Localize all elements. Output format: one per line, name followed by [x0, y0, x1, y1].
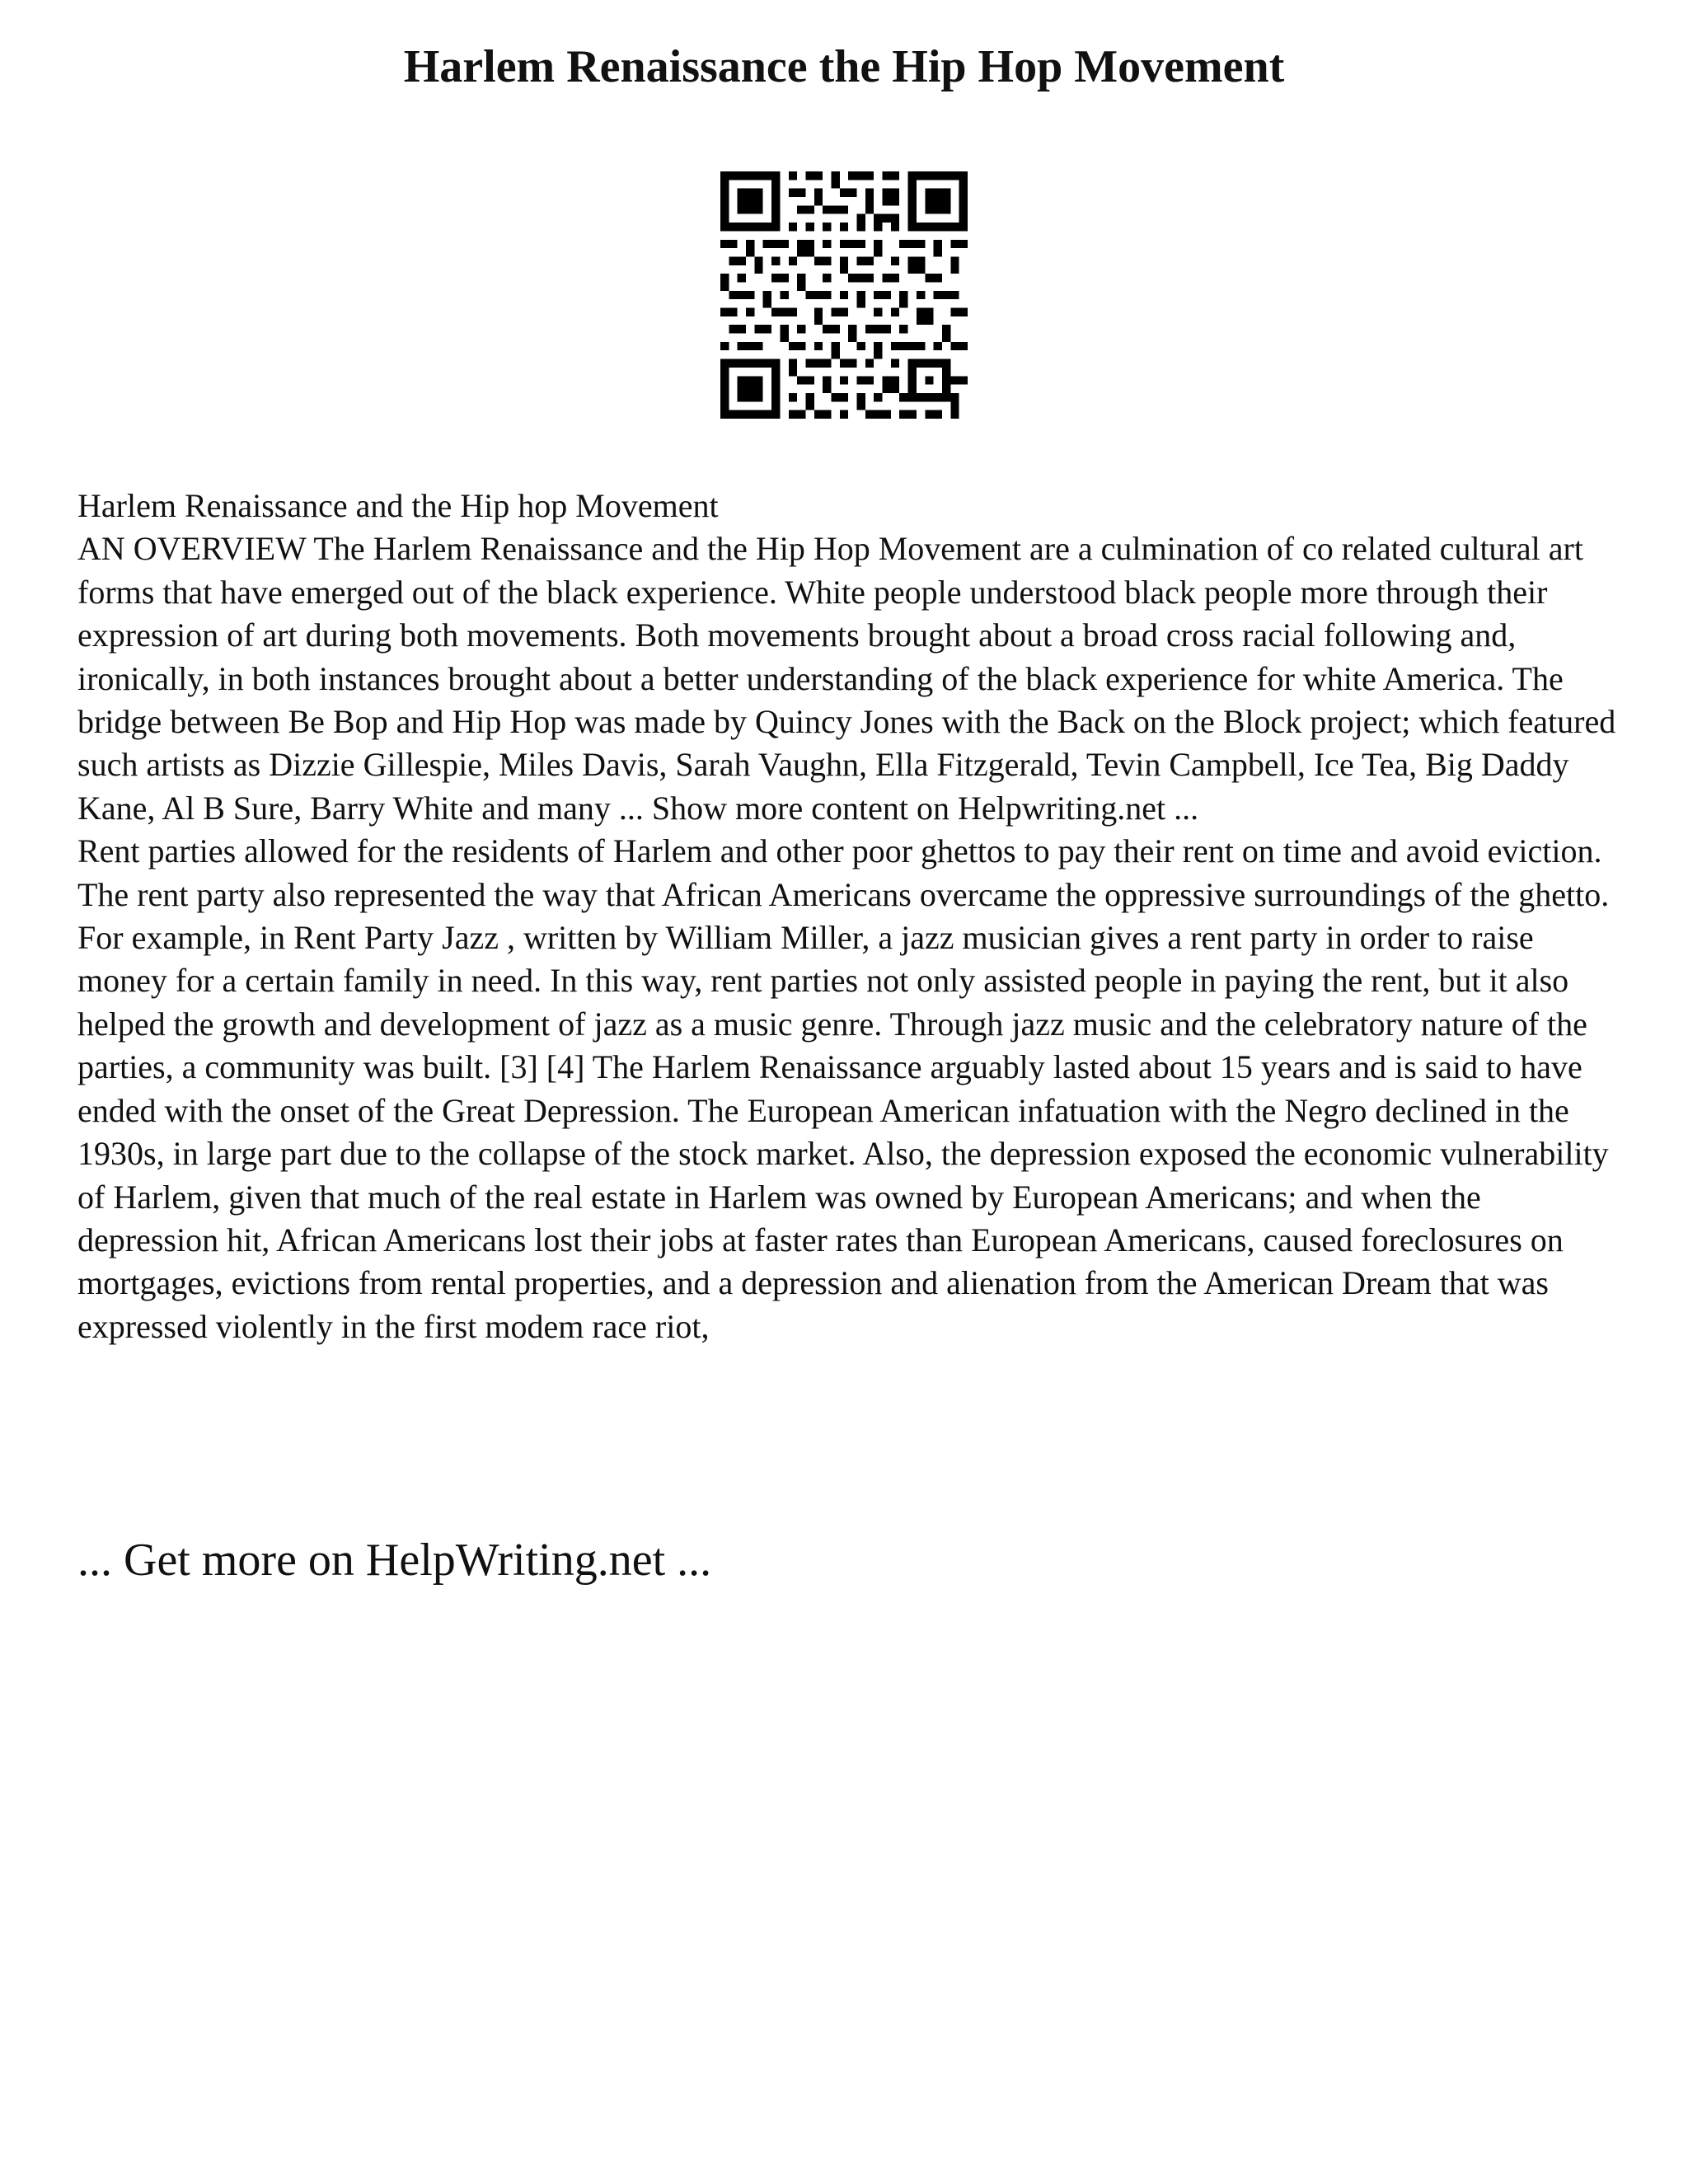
- article-paragraph-2: Rent parties allowed for the residents of Harlem and other poor ghettos to pay their rent on time and avoid eviction. The rent party also represented the way that African Americans overcame the oppressive surroundings of the ghetto. For example, in Rent Party Jazz , written by William Miller, a jazz musician gives a rent party in order to raise money for a certain family in need. In this way, rent parties not only assisted people in paying the rent, but it also helped the growth and development of jazz as a music genre. Through jazz music and the celebratory nature of the parties, a community was built. [3] [4] The Harlem Renaissance arguably lasted about 15 years and is said to have ended with the onset of the Great Depression. The European American infatuation with the Negro declined in the 1930s, in large part due to the collapse of the stock market. Also, the depression exposed the economic vulnerability of Harlem, given that much of the real estate in Harlem was owned by European Americans; and when the depression hit, African Americans lost their jobs at faster rates than European Americans, caused foreclosures on mortgages, evictions from rental properties, and a depression and alienation from the American Dream that was expressed violently in the first modem race riot,: [77, 832, 1610, 1345]
- article-heading: Harlem Renaissance and the Hip hop Movement: [77, 487, 719, 524]
- article-body: [77, 485, 1627, 1348]
- article-paragraph-1: AN OVERVIEW The Harlem Renaissance and the Hip Hop Movement are a culmination of co related cultural art forms that have emerged out of the black experience. White people understood black people more through their expression of art during both movements. Both movements brought about a broad cross racial following and, ironically, in both instances brought about a better understanding of the black experience for white America. The bridge between Be Bop and Hip Hop was made by Quincy Jones with the Back on the Block project; which featured such artists as Dizzie Gillespie, Miles Davis, Sarah Vaughn, Ella Fitzgerald, Tevin Campbell, Ice Tea, Big Daddy Kane, Al B Sure, Barry White and many ... Show more content on Helpwriting.net ...: [77, 530, 1616, 827]
- qr-code-icon: [720, 171, 968, 419]
- get-more-link[interactable]: ... Get more on HelpWriting.net ...: [77, 1535, 712, 1586]
- page-title: Harlem Renaissance the Hip Hop Movement: [403, 41, 1285, 92]
